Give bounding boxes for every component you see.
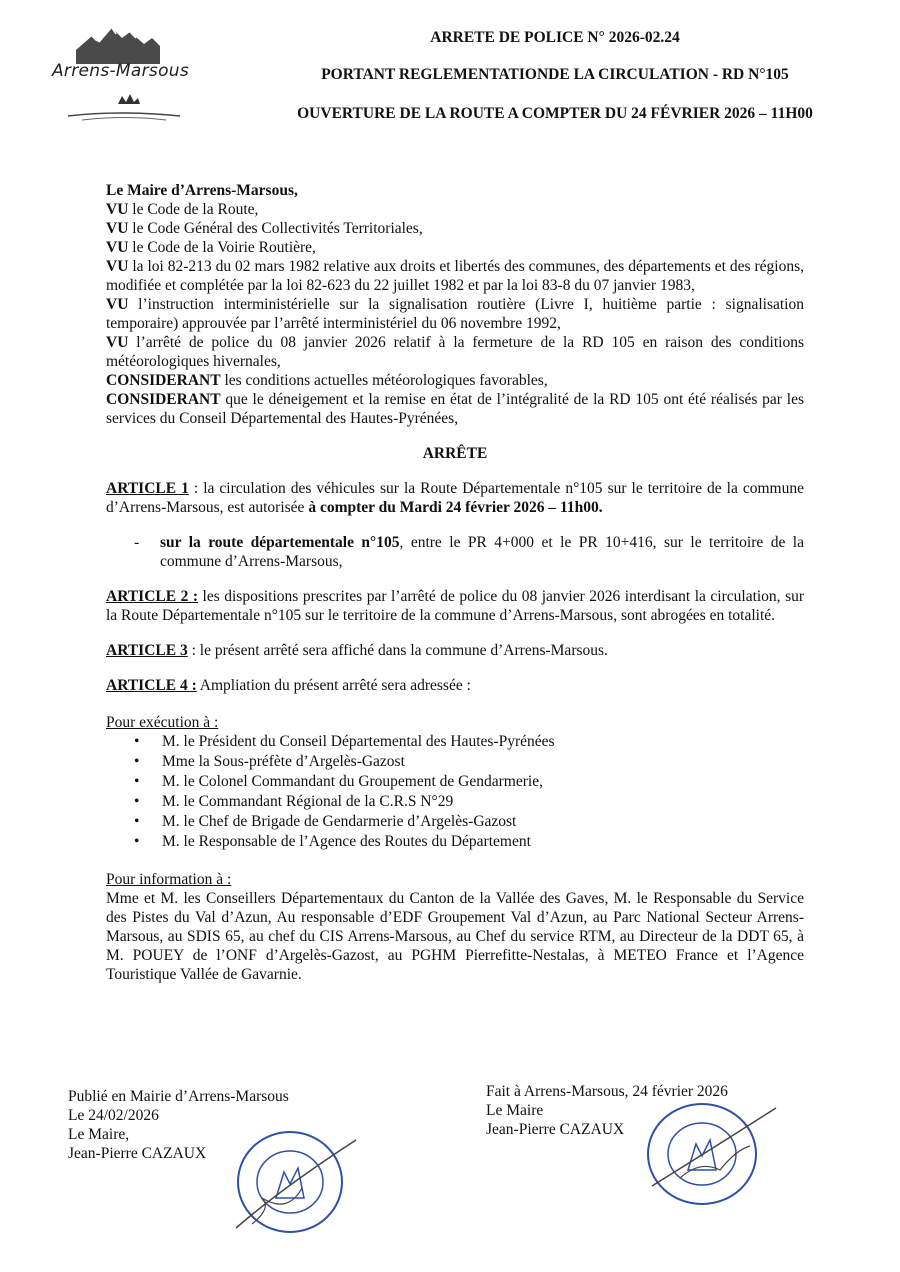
- vu-keyword: VU: [106, 201, 129, 218]
- article-2: [106, 587, 804, 625]
- vu-text: le Code de la Voirie Routière,: [128, 239, 316, 256]
- decree-opening: OUVERTURE DE LA ROUTE A COMPTER DU 24 FÉVRIER 2026 – 11H00: [297, 105, 813, 122]
- list-item: • M. le Président du Conseil Départemental des Hautes-Pyrénées: [106, 732, 804, 752]
- vu-line: [106, 238, 804, 257]
- mayor-name: Jean-Pierre CAZAUX: [486, 1121, 625, 1138]
- vu-keyword: VU: [106, 220, 129, 237]
- article-3-text: : le présent arrêté sera affiché dans la commune d’Arrens-Marsous.: [187, 642, 608, 659]
- vu-keyword: VU: [106, 296, 129, 313]
- list-item: • M. le Responsable de l’Agence des Routes du Département: [106, 832, 804, 852]
- town-hall-stamp: [232, 1128, 360, 1236]
- vu-line: [106, 295, 804, 333]
- considerant-text: les conditions actuelles météorologiques favorables,: [220, 372, 548, 389]
- vu-text: le Code Général des Collectivités Territoriales,: [128, 220, 423, 237]
- vu-text: la loi 82-213 du 02 mars 1982 relative aux droits et libertés des communes, des départements et des régions, modifiée et complétée par la loi 82-623 du 22 juillet 1982 et par la loi 83-8 du 07 janvier 1983,: [106, 258, 804, 294]
- vu-text: le Code de la Route,: [128, 201, 259, 218]
- article-1: [106, 479, 804, 517]
- article-1-date: à compter du Mardi 24 février 2026 – 11h00.: [308, 499, 603, 516]
- article-1-item-text: [160, 533, 804, 571]
- decree-subject: PORTANT REGLEMENTATIONDE LA CIRCULATION - RD N°105: [321, 66, 789, 83]
- decree-body: [106, 181, 804, 984]
- considerant-line: [106, 390, 804, 428]
- article-1-item-detail: , entre le PR 4+000 et le PR 10+416, sur le territoire de la commune d’Arrens-Marsous,: [160, 534, 804, 570]
- vu-text: l’instruction interministérielle sur la signalisation routière (Livre I, huitième partie : signalisation temporaire) approuvée par l’arrêté interministériel du 06 novembre 1992,: [106, 296, 804, 332]
- article-4-text: Ampliation du présent arrêté sera adressée :: [196, 677, 471, 694]
- stamp-seal-graphic: [640, 1100, 780, 1208]
- vu-keyword: VU: [106, 334, 129, 351]
- vu-line: [106, 257, 804, 295]
- article-3-label: ARTICLE 3: [106, 642, 188, 659]
- vu-text: l’arrêté de police du 08 janvier 2026 relatif à la fermeture de la RD 105 en raison des conditions météorologiques hivernales,: [106, 334, 804, 370]
- information-text: Mme et M. les Conseillers Départementaux du Canton de la Vallée des Gaves, M. le Responsable du Service des Pistes du Val d’Azun, Au responsable d’EDF Groupement Val d’Azun, au Parc National Secteur Arrens-Marsous, au SDIS 65, au chef du CIS Arrens-Marsous, au Chef du service RTM, au Directeur de la DDT 65, à M. POUEY de l’ONF d’Argelès-Gazost, au PGHM Pierrefitte-Nestalas, à METEO France et l’Agence Touristique Vallée de Gavarnie.: [106, 890, 804, 983]
- vu-keyword: VU: [106, 258, 129, 275]
- arrete-title: ARRÊTE: [422, 445, 488, 462]
- article-3: [106, 641, 804, 660]
- execution-heading: Pour exécution à :: [106, 714, 219, 731]
- vu-keyword: VU: [106, 239, 129, 256]
- considerant-keyword: CONSIDERANT: [106, 391, 221, 408]
- published-date: Le 24/02/2026: [68, 1107, 159, 1124]
- execution-list: [106, 732, 804, 852]
- list-item: • Mme la Sous-préfète d’Argelès-Gazost: [106, 752, 804, 772]
- list-item: • M. le Chef de Brigade de Gendarmerie d’Argelès-Gazost: [106, 812, 804, 832]
- mayor-name: Jean-Pierre CAZAUX: [68, 1145, 207, 1162]
- done-at-line: Fait à Arrens-Marsous, 24 février 2026: [486, 1083, 728, 1100]
- article-1-text: la circulation des véhicules sur la Route Départementale n°105 sur le territoire de la commune d’Arrens-Marsous, est autorisée: [106, 480, 804, 516]
- mayor-title: Le Maire: [486, 1102, 544, 1119]
- list-item: • M. le Commandant Régional de la C.R.S N°29: [106, 792, 804, 812]
- article-1-label: ARTICLE 1: [106, 480, 189, 497]
- article-4: [106, 676, 804, 695]
- dash-marker: -: [134, 534, 140, 551]
- vu-line: [106, 219, 804, 238]
- mayor-line: Le Maire d’Arrens-Marsous,: [106, 182, 298, 199]
- article-2-label: ARTICLE 2 :: [106, 588, 199, 605]
- decree-number: ARRETE DE POLICE N° 2026-02.24: [430, 29, 680, 46]
- information-heading: Pour information à :: [106, 871, 232, 888]
- vu-line: [106, 333, 804, 371]
- article-1-item-road: sur la route départementale n°105: [160, 534, 400, 551]
- considerant-text: que le déneigement et la remise en état de l’intégralité de la RD 105 ont été réalisés par les services du Conseil Départemental des Hautes-Pyrénées,: [106, 391, 804, 427]
- article-1-sep: :: [188, 480, 204, 497]
- mayor-title: Le Maire,: [68, 1126, 130, 1143]
- considerant-keyword: CONSIDERANT: [106, 372, 221, 389]
- town-hall-stamp: [640, 1100, 780, 1208]
- article-4-label: ARTICLE 4 :: [106, 677, 197, 694]
- stamp-seal-graphic: [232, 1128, 360, 1236]
- list-item: • M. le Colonel Commandant du Groupement de Gendarmerie,: [106, 772, 804, 792]
- logo-text: Arrens-Marsous: [52, 61, 189, 81]
- article-2-text: les dispositions prescrites par l’arrêté de police du 08 janvier 2026 interdisant la circulation, sur la Route Départementale n°105 sur le territoire de la commune d’Arrens-Marsous, sont abrogées en totalité.: [106, 588, 805, 624]
- vu-line: [106, 200, 804, 219]
- article-1-item: [106, 533, 804, 571]
- published-line: Publié en Mairie d’Arrens-Marsous: [68, 1088, 289, 1105]
- considerant-line: [106, 371, 804, 390]
